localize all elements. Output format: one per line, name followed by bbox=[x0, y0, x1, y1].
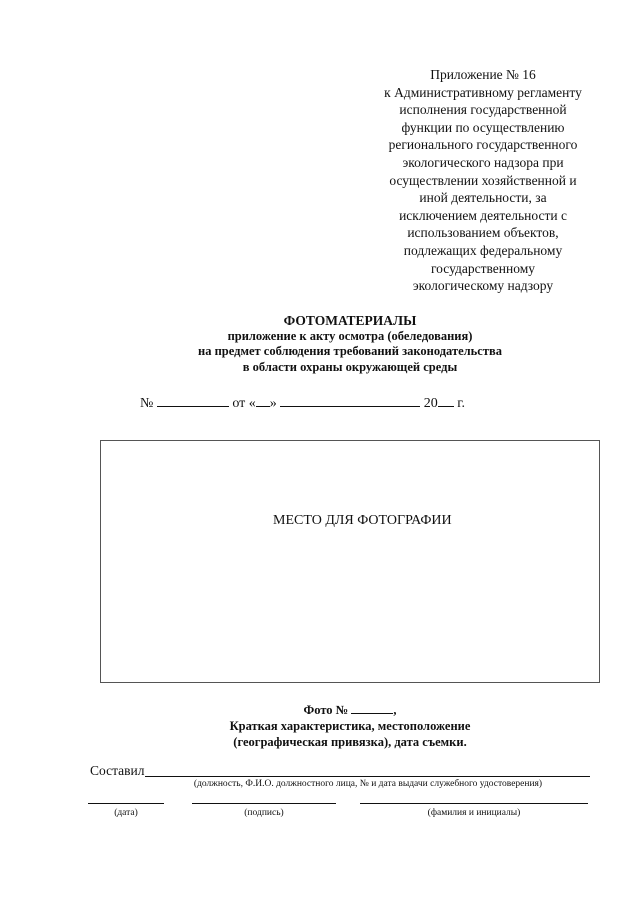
date-blank[interactable] bbox=[88, 803, 164, 804]
appendix-line: исключением деятельности с bbox=[399, 207, 567, 223]
appendix-line: к Административному регламенту bbox=[384, 84, 582, 100]
appendix-line: регионального государственного bbox=[388, 137, 578, 153]
year-blank[interactable] bbox=[438, 394, 454, 407]
full-name-blank[interactable] bbox=[360, 803, 588, 804]
appendix-line: иной деятельности, за bbox=[419, 190, 547, 206]
photo-number-blank[interactable] bbox=[351, 703, 393, 714]
year-suffix: г. bbox=[457, 396, 465, 411]
full-name-hint: (фамилия и инициалы) bbox=[427, 808, 521, 818]
appendix-line: государственному bbox=[430, 260, 536, 276]
photo-number-line bbox=[100, 702, 600, 718]
composed-by-blank[interactable] bbox=[145, 776, 590, 777]
appendix-line: осуществлении хозяйственной и bbox=[389, 172, 577, 188]
document-title: ФОТОМАТЕРИАЛЫ bbox=[283, 313, 417, 328]
signature-hint: (подпись) bbox=[244, 808, 284, 818]
caption-line: Краткая характеристика, местоположение bbox=[229, 719, 471, 733]
appendix-line: использованием объектов, bbox=[407, 225, 559, 241]
act-number-line bbox=[140, 394, 465, 412]
appendix-line: экологического надзора при bbox=[402, 154, 564, 170]
appendix-line: функции по осуществлению bbox=[401, 119, 565, 135]
number-sign: № bbox=[140, 396, 154, 411]
composed-by-hint: (должность, Ф.И.О. должностного лица, № и дата выдачи служебного удостоверения) bbox=[193, 779, 543, 789]
from-label: от « bbox=[232, 396, 256, 411]
date-hint: (дата) bbox=[114, 808, 138, 818]
heading-line: на предмет соблюдения требований законодательства bbox=[198, 344, 502, 358]
caption-line: (географическая привязка), дата съемки. bbox=[233, 735, 467, 749]
appendix-line: экологическому надзору bbox=[412, 278, 554, 294]
photo-number-suffix: , bbox=[393, 703, 397, 717]
heading-line: приложение к акту осмотра (обеледования) bbox=[227, 328, 473, 343]
signature-blank[interactable] bbox=[192, 803, 336, 804]
heading-line: в области охраны окружающей среды bbox=[242, 359, 458, 374]
close-quote: » bbox=[269, 396, 277, 411]
composed-by-label: Составил bbox=[90, 763, 145, 778]
appendix-line: Приложение № 16 bbox=[430, 67, 536, 82]
photo-placeholder-box bbox=[100, 440, 600, 683]
act-number-blank[interactable] bbox=[157, 394, 229, 407]
document-heading bbox=[100, 313, 600, 375]
year-prefix: 20 bbox=[423, 396, 438, 411]
appendix-line: подлежащих федеральному bbox=[403, 242, 563, 258]
appendix-header bbox=[355, 66, 611, 295]
day-blank[interactable] bbox=[256, 394, 270, 407]
photo-placeholder-label: МЕСТО ДЛЯ ФОТОГРАФИИ bbox=[273, 513, 452, 528]
appendix-line: исполнения государственной bbox=[399, 102, 567, 118]
photo-number-label: Фото № bbox=[303, 703, 349, 717]
photo-caption bbox=[100, 702, 600, 750]
month-blank[interactable] bbox=[280, 394, 420, 407]
